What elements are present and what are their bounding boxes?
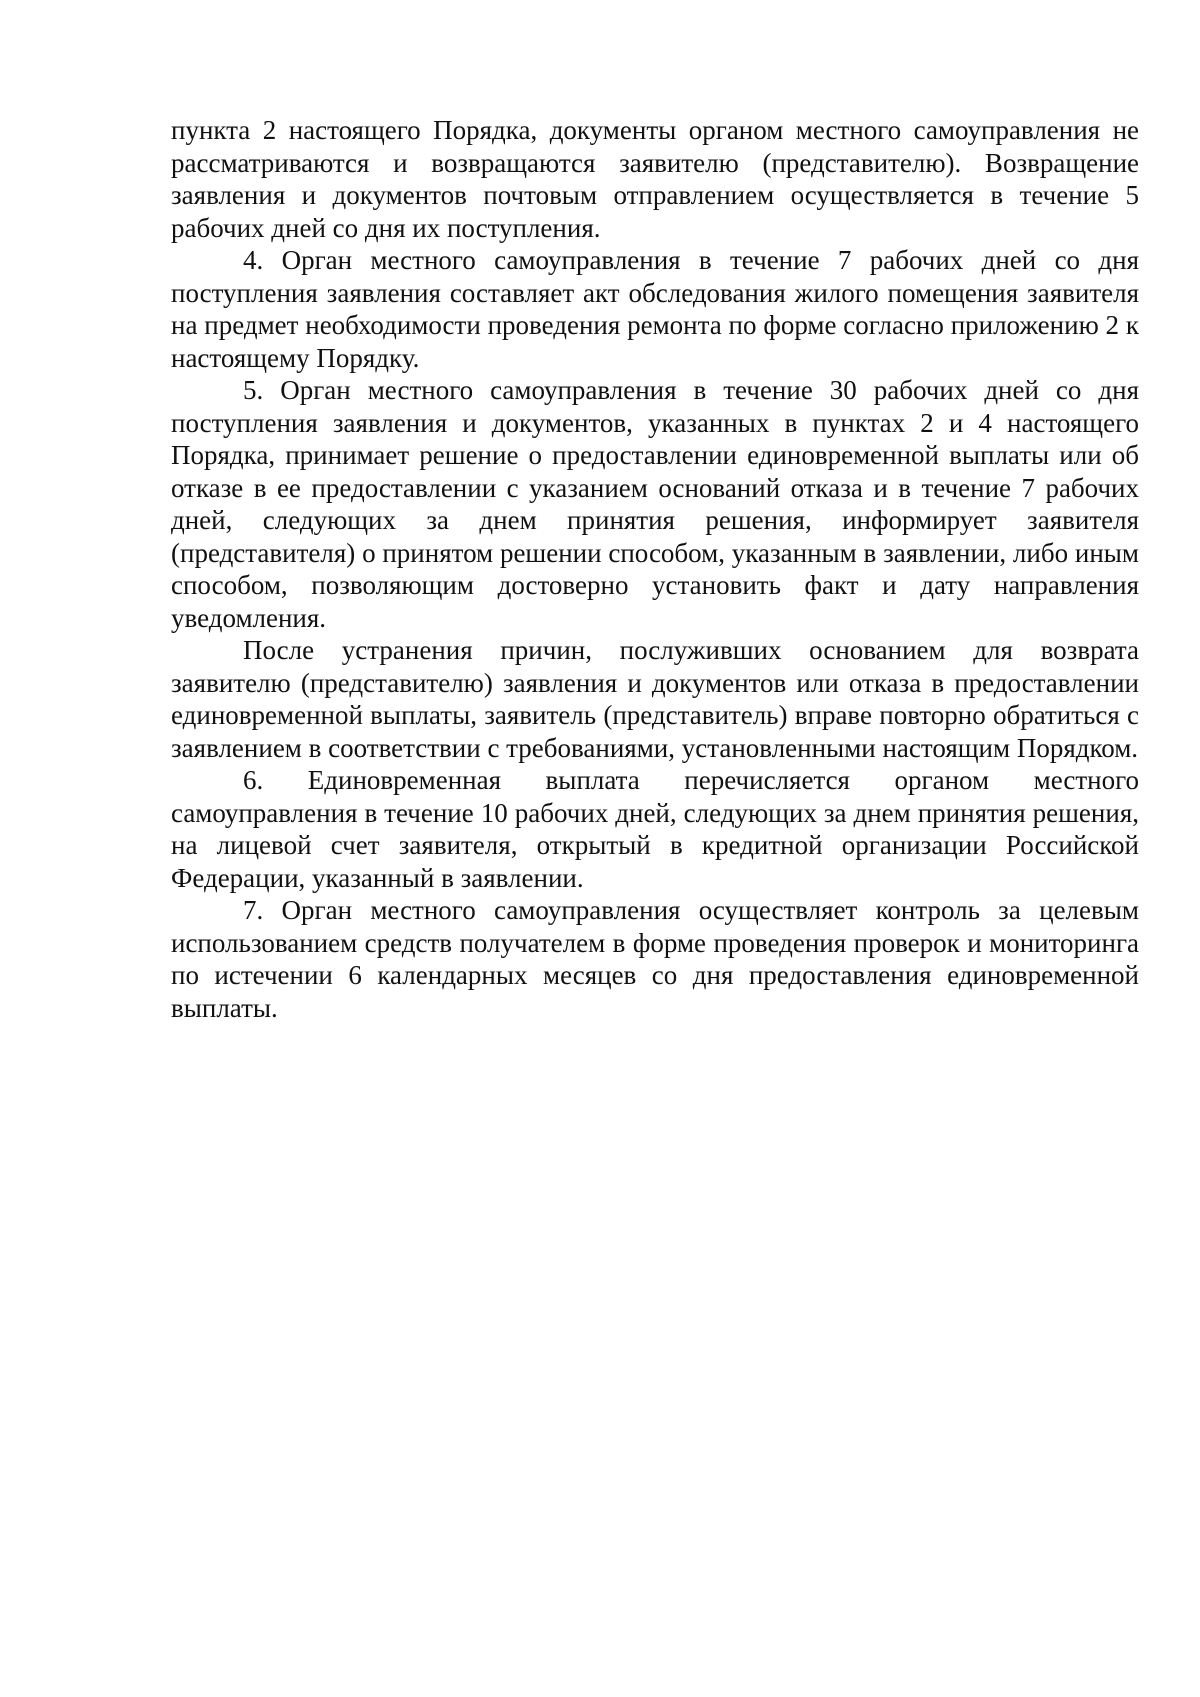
paragraph-item-5: 5. Орган местного самоуправления в течение 30 рабочих дней со дня поступления заявления и документов, указанных в пунктах 2 и 4 настоящего Порядка, принимает решение о предоставлении единовременной выплаты или об отказе в ее предоставлении с указанием оснований отказа и в течение 7 рабочих дней, следующих за днем принятия решения, информирует заявителя (представителя) о принятом решении способом, указанным в заявлении, либо иным способом, позволяющим достоверно установить факт и дату направления уведомления. <box>171 375 1139 633</box>
paragraph-item-4: 4. Орган местного самоуправления в течение 7 рабочих дней со дня поступления заявления составляет акт обследования жилого помещения заявителя на предмет необходимости проведения ремонта по форме согласно приложению 2 к настоящему Порядку. <box>171 245 1139 373</box>
document-page <box>171 114 1139 1024</box>
paragraph-item-6: 6. Единовременная выплата перечисляется органом местного самоуправления в течение 10 рабочих дней, следующих за днем принятия решения, на лицевой счет заявителя, открытый в кредитной организации Российской Федерации, указанный в заявлении. <box>171 765 1139 893</box>
paragraph-resubmission: После устранения причин, послуживших основанием для возврата заявителю (представителю) заявления и документов или отказа в предоставлении единовременной выплаты, заявитель (представитель) вправе повторно обратиться с заявлением в соответствии с требованиями, установленными настоящим Порядком. <box>171 635 1139 763</box>
paragraph-continuation: пункта 2 настоящего Порядка, документы органом местного самоуправления не рассматриваются и возвращаются заявителю (представителю). Возвращение заявления и документов почтовым отправлением осуществляется в течение 5 рабочих дней со дня их поступления. <box>171 115 1139 243</box>
paragraph-item-7: 7. Орган местного самоуправления осуществляет контроль за целевым использованием средств получателем в форме проведения проверок и мониторинга по истечении 6 календарных месяцев со дня предоставления единовременной выплаты. <box>171 895 1139 1023</box>
